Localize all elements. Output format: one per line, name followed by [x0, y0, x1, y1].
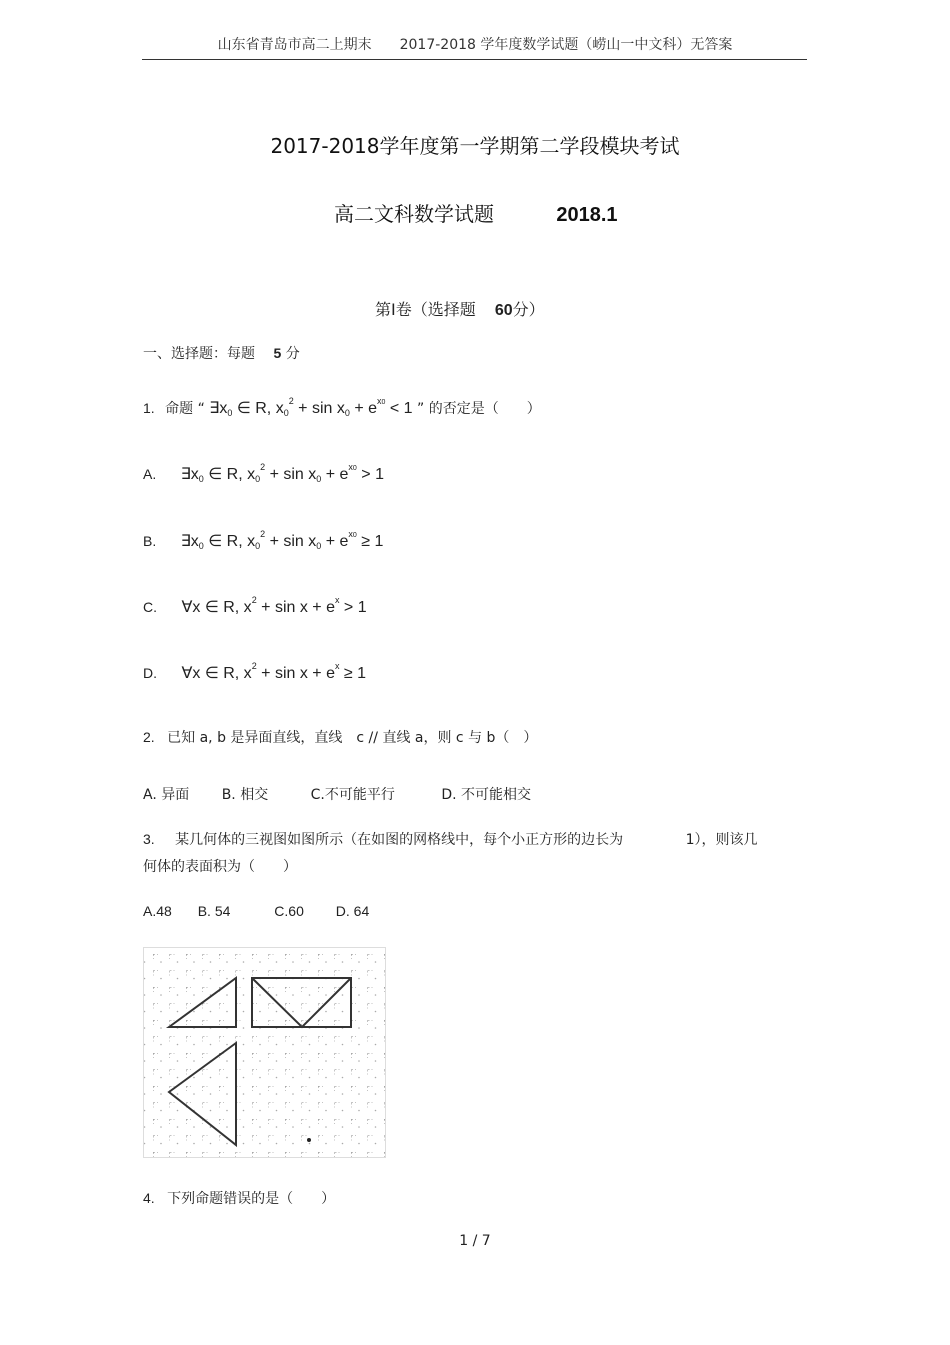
question-2-options — [143, 784, 531, 804]
section-heading — [143, 343, 300, 363]
header-rule — [142, 59, 807, 60]
running-header: 山东省青岛市高二上期末 2017-2018 学年度数学试题（崂山一中文科）无答案 — [217, 37, 733, 53]
exam-title-line1: 2017-2018学年度第一学期第二学段模块考试 — [270, 134, 680, 158]
question-text: 已知 a, b 是异面直线，直线 c // 直线 a，则 c 与 b（ ） — [167, 730, 538, 746]
question-number: 3. — [143, 831, 155, 847]
question-tail: ” 的否定是（ ） — [417, 401, 541, 417]
question-1 — [143, 398, 541, 418]
section-label: 一、选择题：每题 — [143, 346, 255, 362]
option-formula: ∃x0 ∈ R, $x0^2 + \sin x0 + e^{x0} \ge 1$ — [180, 529, 384, 551]
option-formula: ∀x ∈ R, $x^2 + \sin x + e^x > 1$ — [181, 595, 367, 616]
question-3-line2: 何体的表面积为（ ） — [143, 859, 297, 875]
question-3-options — [143, 903, 369, 919]
option-1a — [143, 464, 384, 484]
volume-heading — [375, 297, 545, 320]
figure-dot — [307, 1138, 311, 1142]
page-number: 1 / 7 — [459, 1233, 491, 1249]
exam-subtitle-text: 高二文科数学试题 — [334, 202, 494, 226]
option-label: B. — [143, 533, 157, 549]
three-view-figure — [143, 947, 386, 1158]
exam-title — [0, 130, 950, 159]
question-2 — [143, 727, 537, 747]
option-2d: D. 不可能相交 — [441, 787, 532, 803]
option-3b: B. 54 — [197, 903, 231, 919]
option-formula: ∀x ∈ R, $x^2 + \sin x + e^x \ge 1$ — [181, 661, 367, 682]
question-4 — [143, 1188, 335, 1208]
section-score: 5 — [273, 345, 282, 361]
question-lead: 命题 “ — [165, 401, 205, 417]
option-label: C. — [143, 599, 157, 615]
section-suffix: 分 — [285, 346, 300, 362]
option-label: A. — [143, 466, 157, 482]
question-number: 4. — [143, 1190, 155, 1206]
option-3d: D. 64 — [335, 903, 370, 919]
option-label: D. — [143, 665, 157, 681]
question-text: 下列命题错误的是（ ） — [167, 1191, 336, 1207]
question-number: 1. — [143, 400, 155, 416]
option-2c: C.不可能平行 — [310, 787, 395, 803]
three-view-drawing — [144, 948, 385, 1157]
volume-label: 第Ⅰ卷（选择题 — [375, 300, 476, 319]
question-1-formula: ∃x0 ∈ R, $x0^2 + \sin x0 + e^{x0} < 1$ — [209, 396, 413, 418]
option-3c: C.60 — [274, 903, 304, 919]
option-1c — [143, 597, 367, 617]
exam-date: 2018.1 — [556, 204, 618, 226]
option-2b: B. 相交 — [221, 787, 269, 803]
volume-score: 60 — [494, 302, 513, 319]
question-3 — [143, 829, 758, 849]
option-formula: ∃x0 ∈ R, $x0^2 + \sin x0 + e^{x0} > 1$ — [180, 462, 384, 484]
option-1b — [143, 531, 383, 551]
exam-subtitle — [334, 198, 618, 227]
option-1d — [143, 663, 366, 683]
question-text: 某几何体的三视图如图所示（在如图的网格线中，每个小正方形的边长为 — [175, 832, 624, 848]
question-text-cont: 1），则该几 — [685, 832, 758, 848]
question-number: 2. — [143, 729, 155, 745]
option-3a: A.48 — [143, 903, 172, 919]
volume-suffix: 分） — [512, 300, 545, 319]
option-2a: A. 异面 — [143, 787, 190, 803]
